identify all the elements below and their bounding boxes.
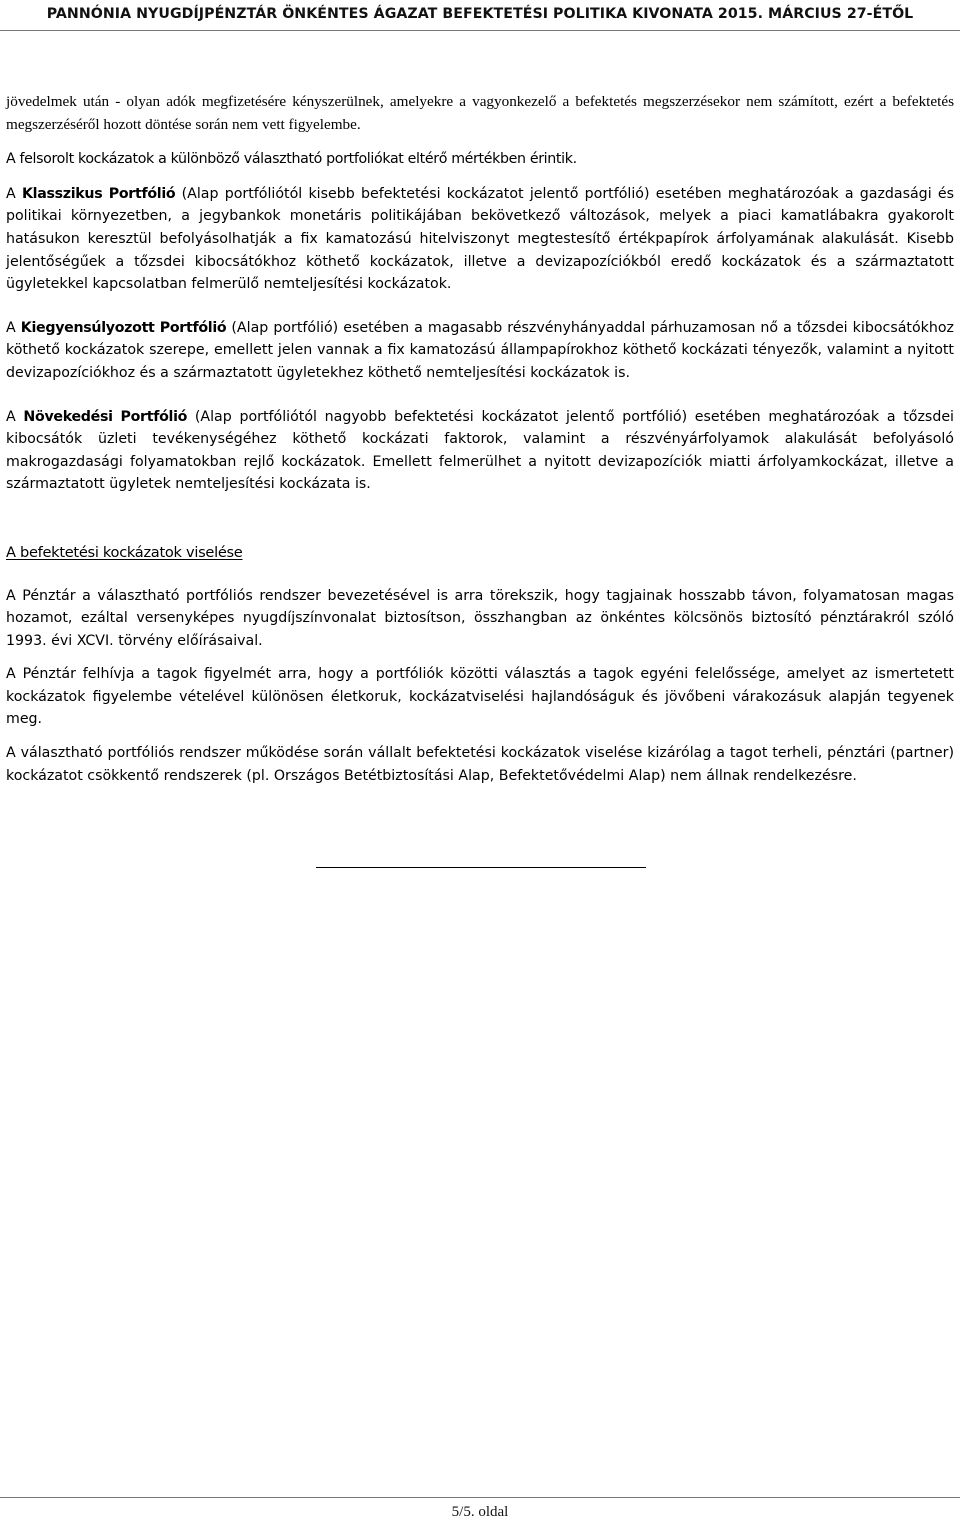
section-paragraph: A Pénztár a választható portfóliós rendszer bevezetésével is arra törekszik, hogy tagjainak hosszabb távon, folyamatosan magas hozamot, ezáltal versenyképes nyugdíjszínvonalat biztosítson, összhangban az önkéntes kölcsönös biztosító pénztárakról szóló 1993. évi XCVI. törvény előírásaival. — [6, 587, 954, 649]
portfolio-balanced-paragraph — [6, 317, 954, 385]
portfolio-description: (Alap portfóliótól nagyobb befektetési kockázatot jelentő portfólió) esetében meghatározóak a tőzsdei kibocsátók üzleti tevékenységéhez köthető kockázati faktorok, valamint a részvényárfolyamok alakulását befolyásoló makrogazdasági folyamatokban rejlő kockázatok. Emellett felmerülhet a nyitott devizapozíciók miatti árfolyamkockázat, illetve a származtatott ügyletek nemteljesítési kockázata is. — [6, 408, 954, 493]
portfolio-prefix: A — [6, 319, 21, 336]
document-body — [6, 91, 954, 798]
page-header — [0, 0, 960, 31]
section-heading: A befektetési kockázatok viselése — [6, 543, 243, 561]
portfolio-name-balanced: Kiegyensúlyozott Portfólió — [20, 319, 227, 336]
portfolio-growth-paragraph — [6, 406, 954, 496]
portfolio-classic-paragraph — [6, 183, 954, 296]
page-number: 5/5. oldal — [451, 1504, 509, 1520]
intro-paragraph: jövedelmek után - olyan adók megfizetésére kényszerülnek, amelyekre a vagyonkezelő a befektetés megszerzésekor nem számított, ezért a befektetés megszerzéséről hozott döntése során nem vett figyelembe. — [6, 93, 954, 133]
document-title: PANNÓNIA NYUGDÍJPÉNZTÁR ÖNKÉNTES ÁGAZAT BEFEKTETÉSI POLITIKA KIVONATA 2015. MÁRCIUS 27-ÉTŐL — [46, 6, 914, 22]
portfolio-prefix: A — [6, 185, 22, 202]
portfolio-description: (Alap portfóliótól kisebb befektetési kockázatot jelentő portfólió) esetében meghatározóak a gazdasági és politikai környezetben, a jegybankok monetáris politikájában bekövetkező változások, melyek a piaci kamatlábakra gyakorolt hatásukon keresztül befolyásolhatják a fix kamatozású hitelviszonyt megtestesítő értékpapírok árfolyamának alakulását. Kisebb jelentőségűek a tőzsdei kibocsátókhoz köthető kockázatok, illetve a devizapozíciókból eredő kockázatok és a származtatott ügyletekkel kapcsolatban felmerülő nemteljesítési kockázatok. — [6, 185, 954, 293]
portfolio-prefix: A — [6, 408, 24, 425]
portfolio-name-growth: Növekedési Portfólió — [23, 408, 188, 425]
page-footer — [0, 1497, 960, 1526]
portfolio-name-classic: Klasszikus Portfólió — [21, 185, 176, 202]
section-paragraph: A Pénztár felhívja a tagok figyelmét arra, hogy a portfóliók közötti választás a tagok egyéni felelőssége, amelyet az ismertetett kockázatok figyelembe vételével különösen életkoruk, kockázatviselési hajlandóságuk és jövőbeni várakozásuk alapján tegyenek meg. — [6, 666, 954, 728]
risk-summary: A felsorolt kockázatok a különböző választható portfoliókat eltérő mértékben érintik. — [6, 151, 577, 168]
section-paragraph: A választható portfóliós rendszer működése során vállalt befektetési kockázatok viselése kizárólag a tagot terheli, pénztári (partner) kockázatot csökkentő rendszerek (pl. Országos Betétbiztosítási Alap, Befektetővédelmi Alap) nem állnak rendelkezésre. — [6, 745, 954, 784]
portfolio-description: (Alap portfólió) esetében a magasabb részvényhányaddal párhuzamosan nő a tőzsdei kibocsátókhoz köthető kockázatok szerepe, emellett jelen vannak a fix kamatozású állampapírokhoz köthető kockázati tényezők, valamint a nyitott devizapozíciókhoz és a származtatott ügyletekhez köthető nemteljesítési kockázatok is. — [6, 319, 954, 381]
end-divider — [316, 867, 646, 868]
